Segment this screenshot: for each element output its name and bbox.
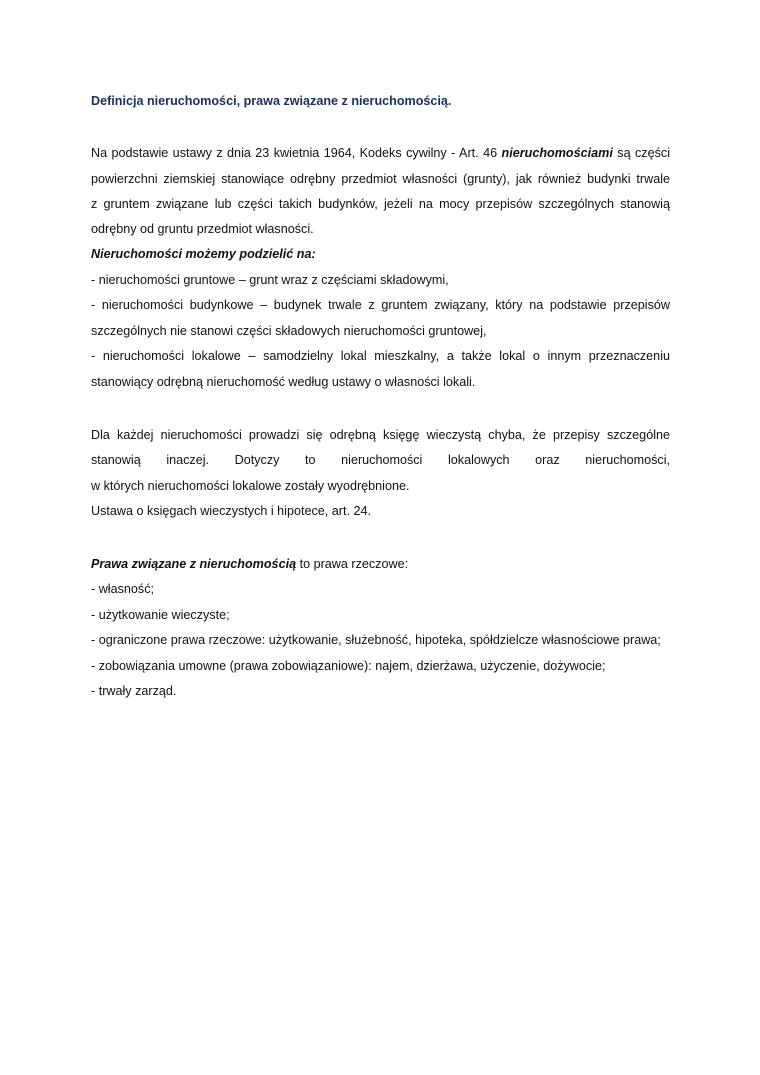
list-item-continuation: stanowiący odrębną nieruchomość według ustawy o własności lokali.: [91, 375, 476, 389]
list-item: - zobowiązania umowne (prawa zobowiązaniowe): najem, dzierżawa, użyczenie, dożywocie;: [91, 659, 606, 673]
paragraph-line: w których nieruchomości lokalowe zostały wyodrębnione.: [91, 479, 410, 493]
paragraph-line: Dla każdej nieruchomości prowadzi się odrębną księgę wieczystą chyba, że przepisy szczególne: [91, 428, 670, 442]
list-item: - użytkowanie wieczyste;: [91, 608, 230, 622]
list-item: - ograniczone prawa rzeczowe: użytkowanie, służebność, hipoteka, spółdzielcze własnościowe prawa;: [91, 633, 661, 647]
list-item: - nieruchomości budynkowe – budynek trwale z gruntem związany, który na podstawie przepisów: [91, 298, 670, 312]
document-title: Definicja nieruchomości, prawa związane z nieruchomością.: [91, 94, 452, 108]
text-span: Na podstawie ustawy z dnia 23 kwietnia 1964, Kodeks cywilny - Art. 46: [91, 146, 502, 160]
paragraph-line: odrębny od gruntu przedmiot własności.: [91, 222, 314, 236]
paragraph-line: stanowią inaczej. Dotyczy to nieruchomości lokalowych oraz nieruchomości,: [91, 453, 670, 467]
paragraph-line: powierzchni ziemskiej stanowiące odrębny przedmiot własności (grunty), jak również budynki trwale: [91, 172, 670, 186]
text-span: to prawa rzeczowe:: [296, 557, 409, 571]
citation-line: Ustawa o księgach wieczystych i hipotece, art. 24.: [91, 504, 371, 518]
emphasis-text: nieruchomościami: [501, 146, 613, 160]
list-item-continuation: szczególnych nie stanowi części składowych nieruchomości gruntowej,: [91, 324, 487, 338]
paragraph-line: [91, 145, 670, 161]
list-item: - nieruchomości lokalowe – samodzielny lokal mieszkalny, a także lokal o innym przeznaczeniu: [91, 349, 670, 363]
list-item: - trwały zarząd.: [91, 684, 177, 698]
section-heading: [91, 556, 670, 572]
text-span: są części: [612, 146, 670, 160]
paragraph-line: z gruntem związane lub części takich budynków, jeżeli na mocy przepisów szczególnych stanowią: [91, 197, 670, 211]
section-heading: Nieruchomości możemy podzielić na:: [91, 247, 316, 261]
list-item: - własność;: [91, 582, 154, 596]
emphasis-text: Prawa związane z nieruchomością: [91, 557, 297, 571]
list-item: - nieruchomości gruntowe – grunt wraz z częściami składowymi,: [91, 273, 449, 287]
